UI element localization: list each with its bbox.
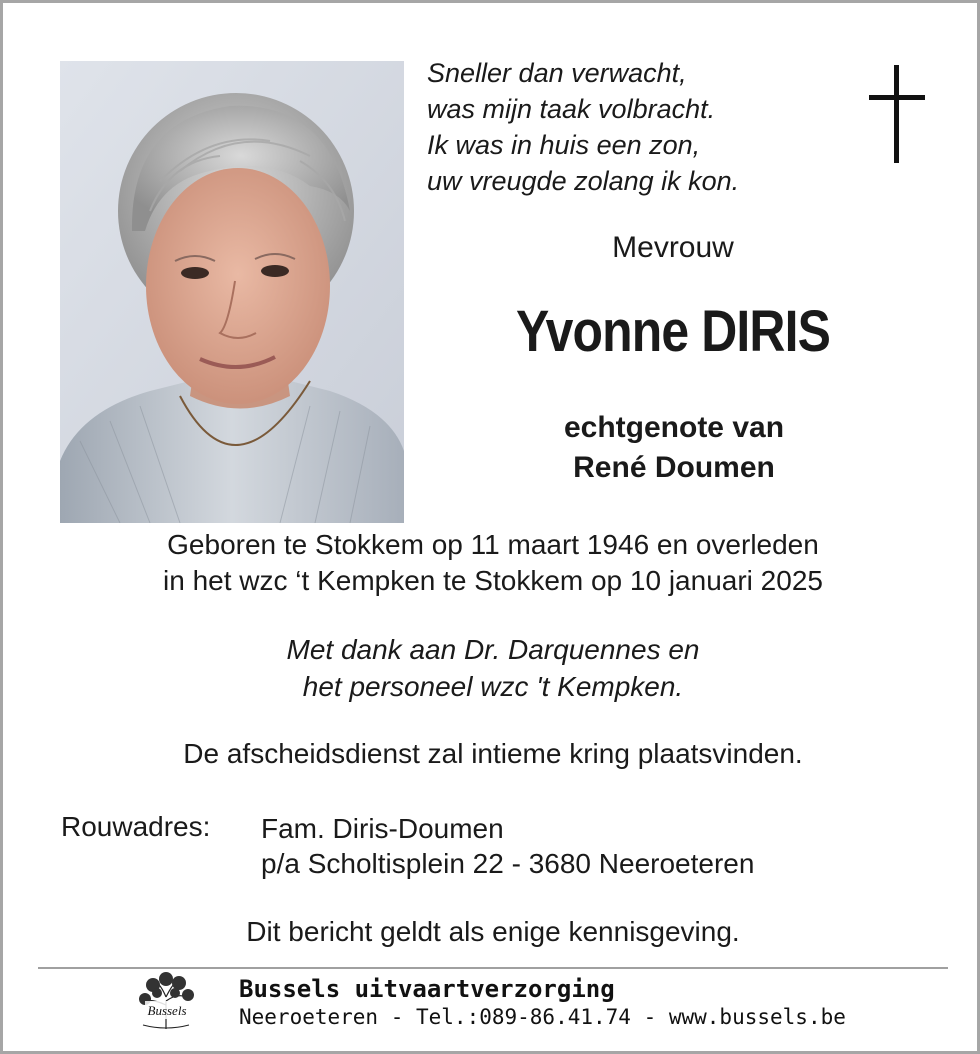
deceased-name: Yvonne DIRIS bbox=[516, 299, 830, 364]
poem-line: Ik was in huis een zon, bbox=[427, 130, 701, 160]
funeral-home-contact: Neeroeteren - Tel.:089-86.41.74 - www.bussels.be bbox=[239, 1005, 846, 1029]
poem bbox=[427, 55, 807, 199]
birth-death-info bbox=[63, 527, 923, 599]
service-info: De afscheidsdienst zal intieme kring plaatsvinden. bbox=[183, 738, 803, 769]
cross-icon bbox=[869, 65, 925, 163]
birth-line: Geboren te Stokkem op 11 maart 1946 en overleden bbox=[167, 529, 819, 560]
portrait-photo bbox=[60, 61, 404, 523]
address-family: Fam. Diris-Doumen bbox=[261, 813, 504, 844]
poem-line: Sneller dan verwacht, bbox=[427, 58, 687, 88]
address-street: p/a Scholtisplein 22 - 3680 Neeroeteren bbox=[261, 848, 755, 879]
address-label: Rouwadres: bbox=[61, 811, 211, 842]
footer-divider bbox=[38, 967, 948, 969]
honorific: Mevrouw bbox=[612, 231, 734, 264]
funeral-home-name: Bussels uitvaartverzorging bbox=[239, 975, 615, 1003]
poem-line: uw vreugde zolang ik kon. bbox=[427, 166, 740, 196]
logo-text: Bussels bbox=[147, 1003, 187, 1018]
thanks-line: Met dank aan Dr. Darquennes en bbox=[286, 634, 700, 665]
spouse-info bbox=[523, 408, 825, 488]
spouse-name: René Doumen bbox=[573, 451, 775, 484]
notice-text: Dit bericht geldt als enige kennisgeving. bbox=[246, 916, 740, 947]
death-line: in het wzc ‘t Kempken te Stokkem op 10 januari 2025 bbox=[163, 565, 823, 596]
thanks-line: het personeel wzc 't Kempken. bbox=[302, 671, 684, 702]
spouse-relation: echtgenote van bbox=[563, 411, 785, 444]
bussels-logo-icon bbox=[133, 971, 199, 1033]
poem-line: was mijn taak volbracht. bbox=[427, 94, 716, 124]
thanks-message bbox=[63, 631, 923, 705]
mourning-address bbox=[261, 811, 754, 881]
